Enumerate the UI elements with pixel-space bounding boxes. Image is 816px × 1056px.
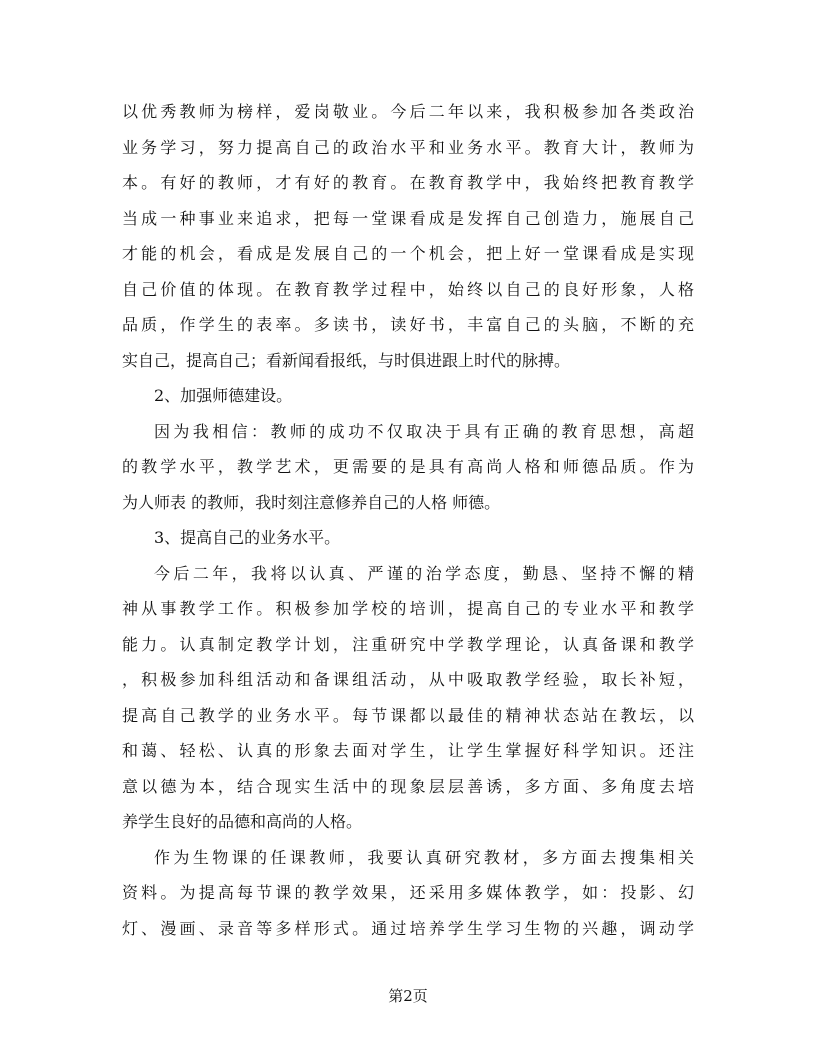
section-heading-3: 3、提高自己的业务水平。 xyxy=(154,528,341,547)
text-line: 的教学水平，教学艺术，更需要的是具有高尚人格和师德品质。作为 xyxy=(122,457,694,476)
section-heading-2: 2、加强师德建设。 xyxy=(154,386,293,405)
text-line: 以优秀教师为榜样，爱岗敬业。今后二年以来，我积极参加各类政治 xyxy=(122,102,694,121)
text-line: 本。有好的教师，才有好的教育。在教育教学中，我始终把教育教学 xyxy=(122,173,694,192)
text-line: 资料。为提高每节课的教学效果，还采用多媒体教学，如：投影、幻 xyxy=(122,883,694,902)
text-line: 能力。认真制定教学计划，注重研究中学教学理论，认真备课和教学 xyxy=(122,634,694,654)
text-line: 业务学习，努力提高自己的政治水平和业务水平。教育大计，教师为 xyxy=(122,137,694,157)
text-line: 实自己，提高自己；看新闻看报纸，与时俱进跟上时代的脉搏。 xyxy=(122,350,571,370)
page-number: 第2页 xyxy=(388,987,428,1005)
text-line: 和蔼、轻松、认真的形象去面对学生，让学生掌握好科学知识。还注 xyxy=(122,741,694,760)
text-line: 意以德为本，结合现实生活中的现象层层善诱，多方面、多角度去培 xyxy=(122,776,694,796)
text-line: 养学生良好的品德和高尚的人格。 xyxy=(122,812,363,831)
text-line: 为人师表 的教师，我时刻注意修养自己的人格 师德。 xyxy=(122,492,501,512)
text-line: 自己价值的体现。在教育教学过程中，始终以自己的良好形象，人格 xyxy=(122,279,694,299)
text-line: 神从事教学工作。积极参加学校的培训，提高自己的专业水平和教学 xyxy=(122,599,694,618)
paragraph-first-line: 今后二年，我将以认真、严谨的治学态度，勤恳、坚持不懈的精 xyxy=(154,563,694,583)
paragraph-first-line: 作为生物课的任课教师，我要认真研究教材，多方面去搜集相关 xyxy=(154,847,694,867)
paragraph-first-line: 因为我相信：教师的成功不仅取决于具有正确的教育思想，高超 xyxy=(154,421,694,441)
text-line: 当成一种事业来追求，把每一堂课看成是发挥自己创造力，施展自己 xyxy=(122,208,694,228)
text-line: 品质，作学生的表率。多读书，读好书，丰富自己的头脑，不断的充 xyxy=(122,315,694,334)
text-line: 才能的机会，看成是发展自己的一个机会，把上好一堂课看成是实现 xyxy=(122,244,694,263)
text-line: 提高自己教学的业务水平。每节课都以最佳的精神状态站在教坛，以 xyxy=(122,705,694,725)
text-line: ，积极参加科组活动和备课组活动，从中吸取教学经验，取长补短， xyxy=(122,670,694,689)
document-body xyxy=(122,94,694,946)
text-line: 灯、漫画、录音等多样形式。通过培养学生学习生物的兴趣，调动学 xyxy=(122,918,694,938)
